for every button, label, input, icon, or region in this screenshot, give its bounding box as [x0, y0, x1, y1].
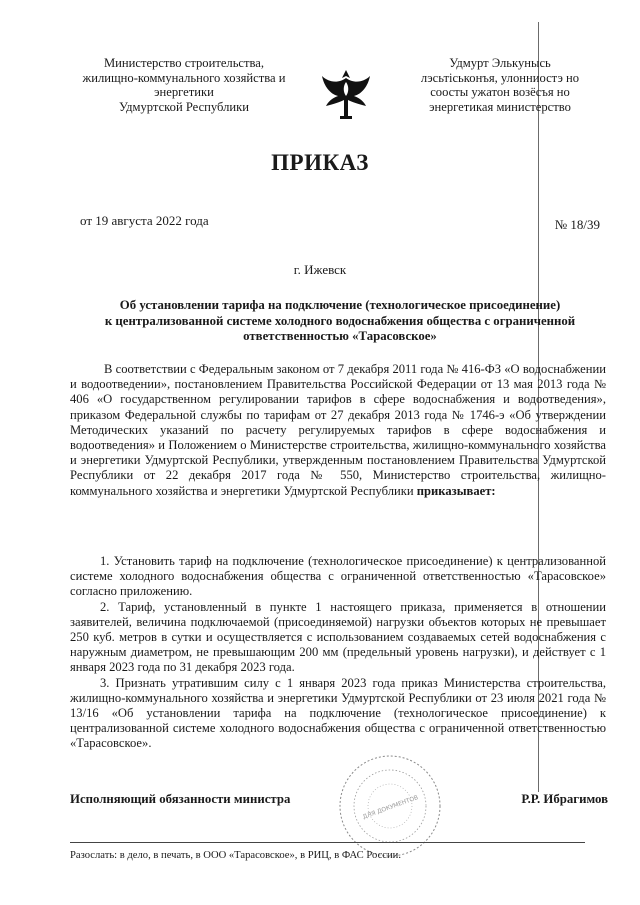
document-number: № 18/39 — [554, 217, 600, 232]
ministry-line: энергетики — [154, 85, 214, 99]
distribution-list: Разослать: в дело, в печать, в ООО «Тарасовское», в РИЦ, в ФАС России. — [70, 850, 401, 861]
stamp-text: ДЛЯ ДОКУМЕНТОВ — [361, 794, 420, 821]
ministry-line: соосты ужатон возёсъя но — [430, 85, 570, 99]
subject-line: Об установлении тарифа на подключение (технологическое присоединение) — [119, 298, 561, 312]
order-item: 3. Признать утратившим силу с 1 января 2023 года приказ Министерства строительства, жилищно-коммунального хозяйства и энергетики Удмуртской Республики от 23 июля 2021 года № 13/16 «Об установлении тарифа на подключение (технологическое присоединение) к централизованной системе холодного водоснабжения общества с ограниченной ответственностью «Тарасовское». — [70, 675, 606, 751]
order-item: 2. Тариф, установленный в пункте 1 настоящего приказа, применяется в отношении заявителей, величина подключаемой (присоединяемой) нагрузки объектов которых не превышает 250 куб. метров в сутки и осуществляется с использованием создаваемых сетей водоснабжения с наружным диаметром, не превышающим 200 мм (предельный уровень нагрузки), и действует с 1 января 2023 года по 31 декабря 2023 года. — [70, 599, 606, 675]
document-subject — [70, 298, 610, 345]
signer-title: Исполняющий обязанности министра — [70, 792, 291, 806]
document-date: от 19 августа 2022 года — [80, 213, 209, 228]
ministry-line: жилищно-коммунального хозяйства и — [82, 70, 286, 85]
order-items — [70, 554, 606, 752]
udmurt-coat-of-arms-icon — [318, 66, 374, 124]
document-title: ПРИКАЗ — [271, 150, 369, 175]
preamble-block — [70, 362, 606, 499]
preamble-text: В соответствии с Федеральным законом от 7 декабря 2011 года № 416-ФЗ «О водоснабжении и водоотведении», постановлением Правительства Российской Федерации от 13 мая 2013 года № 406 «О государственном регулировании тарифов в сфере водоснабжения и водоотведения», приказом Федеральной службы по тарифам от 27 декабря 2013 года № 1746-э «Об утверждении Методических указаний по расчету регулируемых тарифов в сфере водоснабжения и водоотведения» и Положением о Министерстве строительства, жилищно-коммунального хозяйства и энергетики Удмуртской Республики, утвержденным постановлением Правительства Удмуртской Республики от 22 декабря 2017 года № 550, Министерство строительства, жилищно-коммунального хозяйства и энергетики Удмуртской Республики — [70, 362, 606, 498]
ministry-line: Министерство строительства, — [103, 56, 265, 70]
footer-divider — [70, 842, 585, 843]
ministry-line: лэсьтiськонъя, улонниостэ но — [420, 70, 580, 85]
subject-line: к централизованной системе холодного водоснабжения общества с ограниченной — [104, 313, 576, 328]
ministry-name-russian — [62, 56, 306, 114]
document-city: г. Ижевск — [293, 262, 347, 277]
preamble-paragraph — [70, 362, 606, 499]
ministry-line: Удмуртской Республики — [118, 99, 250, 114]
official-stamp — [336, 752, 444, 860]
order-word: приказывает: — [416, 483, 496, 498]
subject-line: ответственностью «Тарасовское» — [243, 329, 437, 343]
ministry-line: Удмурт Элькунысь — [449, 56, 551, 70]
signer-name: Р.Р. Ибрагимов — [521, 792, 608, 806]
ministry-name-udmurt — [400, 56, 600, 114]
order-item: 1. Установить тариф на подключение (технологическое присоединение) к централизованной системе холодного водоснабжения общества с ограниченной ответственностью «Тарасовское» согласно приложению. — [70, 554, 606, 599]
ministry-line: энергетикая министерство — [429, 99, 571, 114]
